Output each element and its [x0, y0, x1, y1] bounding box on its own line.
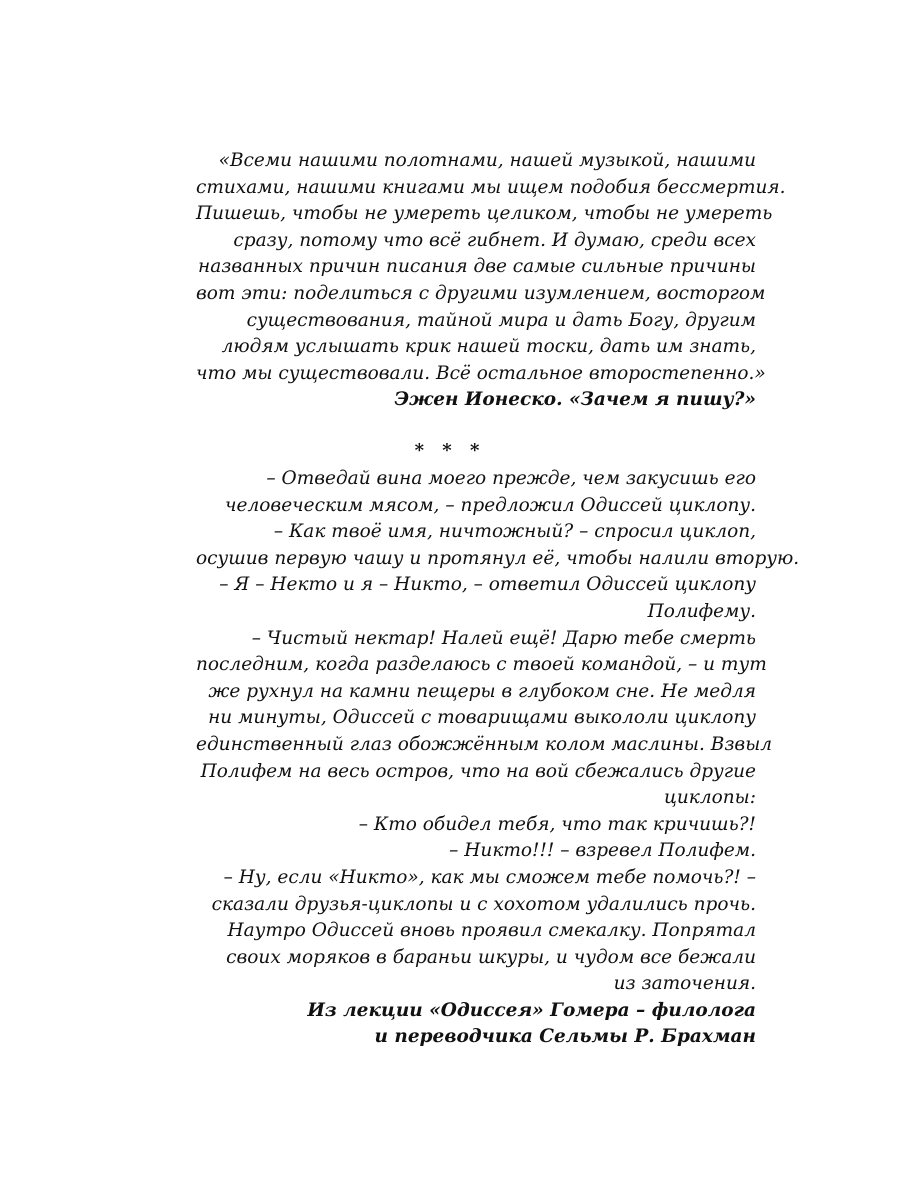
story-attribution-line: Из лекции «Одиссея» Гомера – филолога [307, 999, 756, 1021]
epigraph-line: «Всеми нашими полотнами, нашей музыкой, нашими [218, 150, 756, 171]
epigraph-attribution: Эжен Ионеско. «Зачем я пишу?» [394, 389, 756, 411]
story-line: циклопы: [663, 787, 756, 809]
epigraph-line: вот эти: поделиться с другими изумлением, восторгом [196, 282, 766, 304]
epigraph-line: названных причин писания две самые сильные причины [198, 256, 756, 278]
story-line: ни минуты, Одиссей с товарищами выкололи циклопу [208, 707, 756, 729]
story-line: единственный глаз обожжённым колом маслины. Взвыл [196, 733, 773, 755]
section-separator: * * * [414, 440, 486, 461]
story-line: человеческим мясом, – предложил Одиссей циклопу. [225, 494, 756, 516]
epigraph [196, 148, 786, 414]
story-line: – Никто!!! – взревел Полифем. [449, 840, 756, 862]
story-line: же рухнул на камни пещеры в глубоком сне. Не медля [208, 680, 756, 702]
story-line: – Как твоё имя, ничтожный? – спросил циклоп, [273, 521, 756, 543]
story-line: последним, когда разделаюсь с твоей командой, – и тут [196, 654, 767, 676]
story-line: Наутро Одиссей вновь проявил смекалку. Попрятал [227, 920, 756, 942]
story-line: Полифем на весь остров, что на вой сбежались другие [200, 760, 756, 782]
story-line: осушив первую чашу и протянул её, чтобы налили вторую. [196, 547, 800, 569]
story-text [196, 466, 800, 1051]
story-line: Полифему. [647, 600, 756, 622]
story-line: своих моряков в бараньи шкуры, и чудом все бежали [226, 946, 756, 968]
story-line: – Отведай вина моего прежде, чем закусишь его [266, 468, 756, 489]
story-line: – Я – Некто и я – Никто, – ответил Одиссей циклопу [219, 574, 756, 596]
story-attribution-line: и переводчика Сельмы Р. Брахман [374, 1026, 756, 1048]
story-line: – Кто обидел тебя, что так кричишь?! [358, 813, 756, 835]
epigraph-line: стихами, нашими книгами мы ищем подобия бессмертия. [196, 176, 786, 198]
story-line: – Ну, если «Никто», как мы сможем тебе помочь?! – [223, 866, 756, 888]
story-line: – Чистый нектар! Налей ещё! Дарю тебе смерть [251, 627, 756, 649]
epigraph-line: Пишешь, чтобы не умереть целиком, чтобы не умереть [196, 203, 773, 225]
epigraph-line: людям услышать крик нашей тоски, дать им знать, [221, 336, 756, 358]
epigraph-line: сразу, потому что всё гибнет. И думаю, среди всех [233, 229, 756, 251]
story-line: из заточения. [613, 973, 756, 995]
epigraph-line: существования, тайной мира и дать Богу, другим [246, 309, 756, 331]
story-line: сказали друзья-циклопы и с хохотом удалились прочь. [211, 893, 756, 915]
epigraph-line: что мы существовали. Всё остальное второстепенно.» [196, 362, 766, 384]
